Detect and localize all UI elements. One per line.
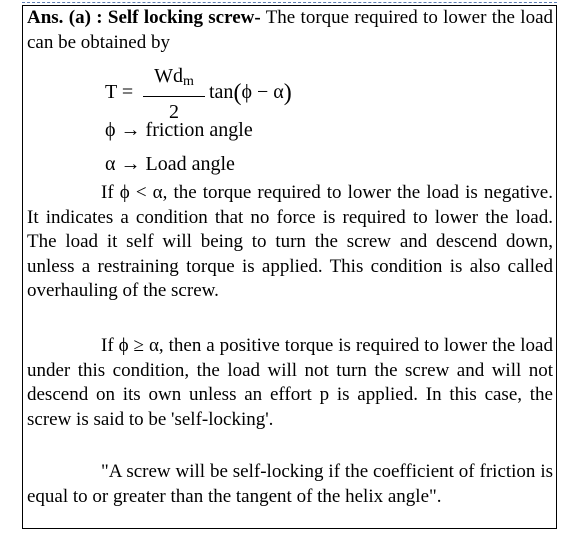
intro-text: The torque required to lower the load can be obtained by [27, 7, 553, 53]
open-paren-glyph: ( [233, 80, 242, 106]
definition-load-angle: α → Load angle [105, 153, 235, 175]
numerator-main: Wd [154, 65, 183, 87]
formula-rhs [209, 80, 292, 106]
answer-heading: Ans. (a) : Self locking screw- [27, 7, 261, 28]
torque-formula [105, 63, 335, 123]
paragraph-positive-torque: If ϕ ≥ α, then a positive torque is required to lower the load under this condition, the load will not turn the screw and will not descend on its own unless an effort p is applied. In this case, the screw is said to be 'self-locking'. [27, 335, 553, 430]
formula-arguments: ϕ − α [241, 81, 284, 103]
formula-fraction [143, 63, 205, 124]
definition-friction-angle: ϕ → friction angle [105, 119, 253, 141]
formula-denominator: 2 [169, 101, 179, 123]
answer-content [27, 6, 553, 507]
numerator-subscript: m [183, 74, 194, 89]
paragraph-negative-torque: If ϕ < α, the torque required to lower the load is negative. It indicates a condition that no force is required to lower the load. The load it self will being to turn the screw and descend down, unless a restraining torque is applied. This condition is also called overhauling of the screw. [27, 182, 553, 302]
top-dashed-rule [22, 2, 557, 3]
formula-function: tan [209, 81, 234, 103]
close-paren-glyph: ) [283, 80, 292, 106]
formula-lhs: T = [105, 81, 134, 103]
formula-numerator [143, 63, 205, 95]
fraction-bar [143, 96, 205, 97]
paragraph-self-locking-condition: "A screw will be self-locking if the coefficient of friction is equal to or greater than the tangent of the helix angle". [27, 461, 553, 507]
intro-paragraph [27, 6, 553, 55]
